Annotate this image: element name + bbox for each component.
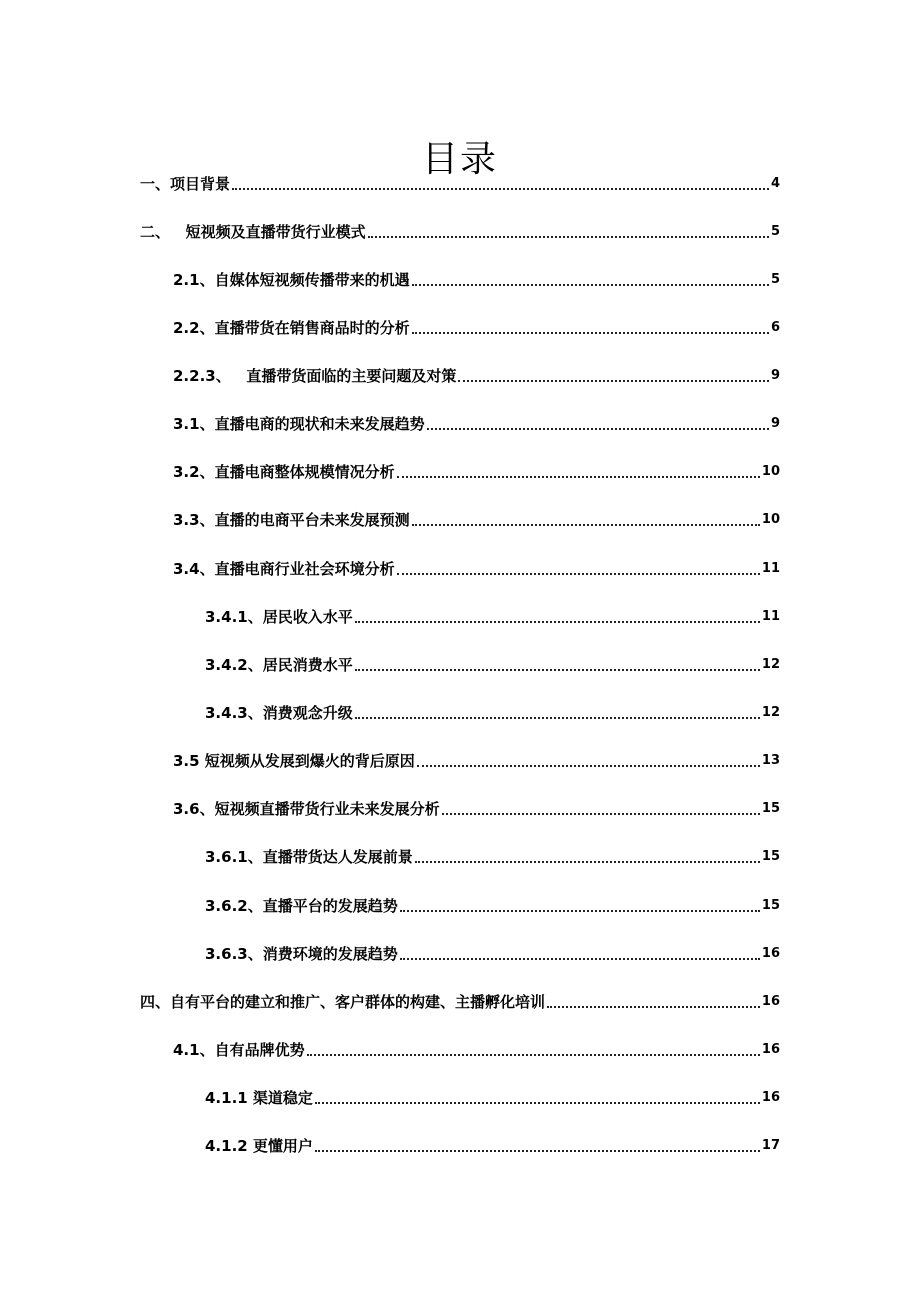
toc-entry-label: 3.4.3、消费观念升级 <box>205 704 353 722</box>
toc-entry[interactable] <box>205 601 780 627</box>
dot-leader <box>412 284 769 286</box>
dot-leader <box>397 573 760 575</box>
toc-entry-page-number: 15 <box>761 898 780 913</box>
dot-leader <box>547 1006 760 1008</box>
toc-entry-label: 3.6、短视频直播带货行业未来发展分析 <box>173 800 440 818</box>
dot-leader <box>397 476 760 478</box>
toc-entry-page-number: 10 <box>761 512 780 527</box>
dot-leader <box>400 958 760 960</box>
dot-leader <box>427 428 769 430</box>
dot-leader <box>315 1150 760 1152</box>
toc-entry-label: 2.2.3、 直播带货面临的主要问题及对策 <box>173 367 457 385</box>
toc-entry[interactable] <box>140 986 780 1012</box>
toc-entry-label: 3.5 短视频从发展到爆火的背后原因 <box>173 752 415 770</box>
toc-entry-label: 3.3、直播的电商平台未来发展预测 <box>173 511 410 529</box>
toc-entry[interactable] <box>173 504 780 530</box>
toc-entry-label: 2.2、直播带货在销售商品时的分析 <box>173 319 410 337</box>
toc-entry-label: 3.1、直播电商的现状和未来发展趋势 <box>173 415 425 433</box>
toc-entry-page-number: 11 <box>761 561 780 576</box>
dot-leader <box>355 621 760 623</box>
toc-entry-page-number: 15 <box>761 849 780 864</box>
dot-leader <box>307 1054 760 1056</box>
toc-entry-label: 4.1、自有品牌优势 <box>173 1041 305 1059</box>
toc-entry-label: 四、自有平台的建立和推广、客户群体的构建、主播孵化培训 <box>140 993 546 1011</box>
toc-entry[interactable] <box>140 168 780 194</box>
dot-leader <box>400 910 760 912</box>
toc-entry-label: 3.4.1、居民收入水平 <box>205 608 353 626</box>
toc-entry-label: 2.1、自媒体短视频传播带来的机遇 <box>173 271 410 289</box>
dot-leader <box>442 813 760 815</box>
toc-entry[interactable] <box>205 1082 780 1108</box>
toc-entry-page-number: 10 <box>761 464 780 479</box>
toc-entry-label: 3.4、直播电商行业社会环境分析 <box>173 560 395 578</box>
toc-entry-page-number: 11 <box>761 609 780 624</box>
toc-entry-page-number: 16 <box>761 946 780 961</box>
toc-entry[interactable] <box>140 216 780 242</box>
dot-leader <box>412 332 769 334</box>
toc-entry-label: 3.2、直播电商整体规模情况分析 <box>173 463 395 481</box>
toc-entry[interactable] <box>173 553 780 579</box>
dot-leader <box>412 524 760 526</box>
dot-leader <box>458 380 769 382</box>
toc-entry-page-number: 13 <box>761 753 780 768</box>
toc-entry-page-number: 12 <box>761 705 780 720</box>
toc-entry-label: 4.1.1 渠道稳定 <box>205 1089 313 1107</box>
dot-leader <box>232 188 769 190</box>
toc-entry-page-number: 9 <box>770 416 780 431</box>
toc-entry[interactable] <box>205 890 780 916</box>
dot-leader <box>368 236 769 238</box>
dot-leader <box>315 1102 760 1104</box>
toc-entry-label: 3.6.2、直播平台的发展趋势 <box>205 897 398 915</box>
toc-entry[interactable] <box>173 312 780 338</box>
toc-entry-page-number: 9 <box>770 368 780 383</box>
toc-entry-page-number: 5 <box>770 224 780 239</box>
dot-leader <box>355 717 760 719</box>
page-title: 目录 <box>421 139 498 181</box>
toc-entry[interactable] <box>205 697 780 723</box>
toc-entry-label: 3.4.2、居民消费水平 <box>205 656 353 674</box>
toc-entry[interactable] <box>173 793 780 819</box>
toc-entry-page-number: 16 <box>761 1042 780 1057</box>
toc-entry-page-number: 15 <box>761 801 780 816</box>
toc-entry-page-number: 17 <box>761 1138 780 1153</box>
toc-entry[interactable] <box>173 745 780 771</box>
toc-entry-label: 二、 短视频及直播带货行业模式 <box>140 223 366 241</box>
dot-leader <box>415 861 760 863</box>
toc-entry[interactable] <box>205 938 780 964</box>
toc-entry-label: 一、项目背景 <box>140 175 231 193</box>
toc-entry[interactable] <box>173 1034 780 1060</box>
toc-entry[interactable] <box>205 1130 780 1156</box>
toc-entry-page-number: 16 <box>761 994 780 1009</box>
toc-entry[interactable] <box>173 408 780 434</box>
toc-entry-label: 3.6.3、消费环境的发展趋势 <box>205 945 398 963</box>
toc-entry[interactable] <box>173 456 780 482</box>
toc-entry[interactable] <box>205 841 780 867</box>
toc-entry-label: 4.1.2 更懂用户 <box>205 1137 313 1155</box>
dot-leader <box>355 669 760 671</box>
toc-entry-page-number: 6 <box>770 320 780 335</box>
toc-entry-page-number: 16 <box>761 1090 780 1105</box>
toc-entry-page-number: 4 <box>770 176 780 191</box>
toc-entry-label: 3.6.1、直播带货达人发展前景 <box>205 848 413 866</box>
toc-entry[interactable] <box>205 649 780 675</box>
dot-leader <box>417 765 760 767</box>
toc-entry-page-number: 5 <box>770 272 780 287</box>
toc-entry[interactable] <box>173 360 780 386</box>
toc-entry-page-number: 12 <box>761 657 780 672</box>
toc-entry[interactable] <box>173 264 780 290</box>
